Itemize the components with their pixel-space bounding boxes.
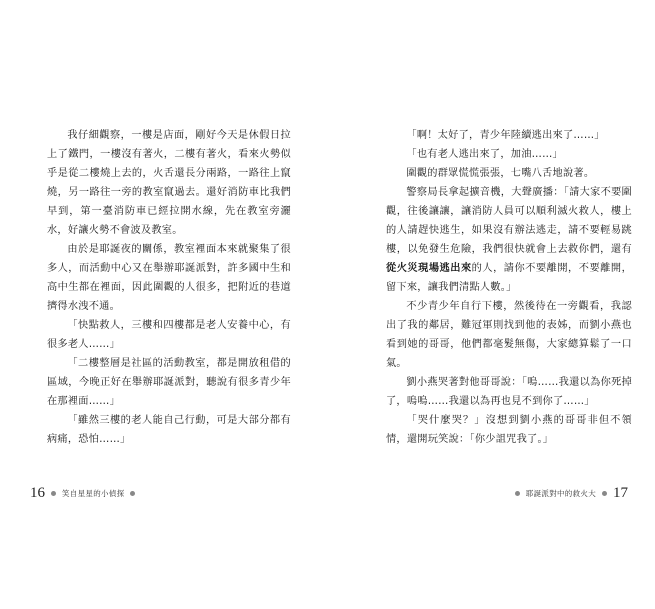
paragraph: 由於是耶誕夜的關係，教室裡面本來就聚集了很多人，而活動中心又在舉辦耶誕派對，許多國中生和高中生都在裡面，因此圍觀的人很多，把附近的巷道擠得水洩不通。 bbox=[47, 244, 291, 312]
left-page-text bbox=[47, 126, 291, 449]
paragraph-with-emphasis: 警察局長拿起擴音機，大聲廣播：「請大家不要圍觀，往後讓讓，讓消防人員可以順利滅火救人，樓上的人請趕快逃生，如果沒有辦法逃走，請不要輕易跳樓，以免發生危險，我們很快就會上去救你們，還有從火災現場逃出來的人，請你不要離開，不要離開，留下來，讓我們清點人數。」 bbox=[386, 187, 633, 293]
bullet-dot-icon bbox=[130, 491, 135, 496]
running-title: 笑自星星的小偵探 bbox=[62, 489, 125, 498]
right-page bbox=[328, 0, 655, 609]
left-page-footer bbox=[30, 485, 141, 502]
running-title: 耶誕派對中的救火大 bbox=[525, 489, 596, 498]
page-number: 16 bbox=[30, 485, 45, 501]
paragraph: 不少青少年自行下樓，然後待在一旁觀看，我認出了我的鄰居，難冠軍則找到他的表姊，而劉小燕也看到她的哥哥，他們都毫髮無傷，大家總算鬆了一口氣。 bbox=[386, 301, 632, 369]
paragraph: 我仔細觀察，一樓是店面，剛好今天是休假日拉上了鐵門，一樓沒有著火，二樓有著火，看來火勢似乎是從二樓燒上去的，火舌還長分兩路，一路往上竄燒，另一路往一旁的教室竄過去。還好消防車比我們早到，第一臺消防車已經拉開水線，先在教室旁灑水，好讓火勢不會波及教室。 bbox=[47, 130, 291, 236]
right-page-text bbox=[386, 126, 632, 449]
page-number: 17 bbox=[613, 485, 628, 501]
emphasized-text: 從火災現場逃出來 bbox=[386, 263, 472, 274]
left-page bbox=[0, 0, 327, 609]
right-page-footer bbox=[509, 485, 628, 502]
paragraph: 「哭什麼哭？」沒想到劉小燕的哥哥非但不領情，還開玩笑說：「你少詛咒我了。」 bbox=[386, 415, 632, 445]
paragraph: 劉小燕哭著對他哥哥說：「嗚……我還以為你死掉了，嗚嗚……我還以為再也見不到你了……」 bbox=[386, 377, 632, 407]
paragraph: 圍觀的群眾慌慌張張，七嘴八舌地說著。 bbox=[406, 168, 595, 179]
paragraph: 「雖然三樓的老人能自己行動，可是大部分都有病痛，恐怕……」 bbox=[47, 415, 291, 445]
bullet-dot-icon bbox=[515, 491, 520, 496]
paragraph: 「快點救人，三樓和四樓都是老人安養中心，有很多老人……」 bbox=[47, 320, 291, 350]
bullet-dot-icon bbox=[51, 491, 56, 496]
paragraph: 「啊！太好了，青少年陸續逃出來了……」 bbox=[406, 130, 605, 141]
bullet-dot-icon bbox=[602, 491, 607, 496]
paragraph: 「也有老人逃出來了，加油……」 bbox=[406, 149, 563, 160]
paragraph: 「二樓整層是社區的活動教室，都是開放租借的區域，今晚正好在舉辦耶誕派對，聽說有很多青少年在那裡面……」 bbox=[47, 358, 291, 407]
